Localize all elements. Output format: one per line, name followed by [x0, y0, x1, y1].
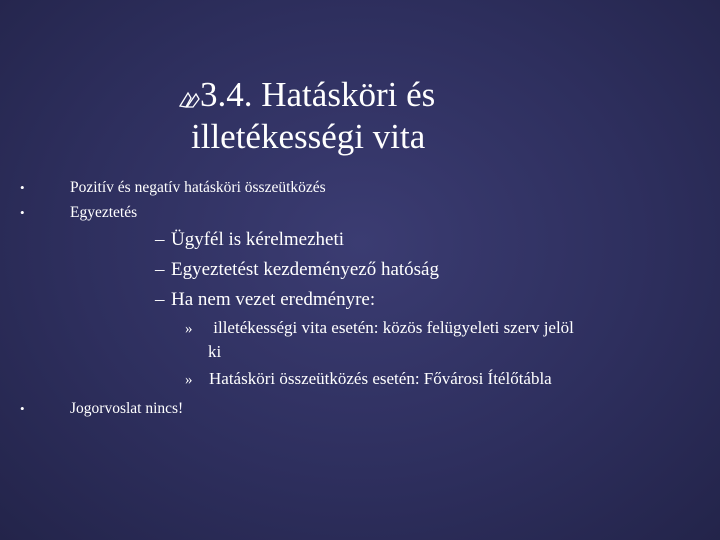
chevron-marker: »	[185, 321, 193, 337]
title-line-2: illetékességi vita	[191, 117, 426, 156]
sub-bullet-item	[155, 259, 439, 281]
bullet-marker: •	[20, 401, 25, 416]
slide-bullet-icon	[178, 90, 202, 110]
slide-title	[178, 74, 498, 158]
sub-bullet-text: Ha nem vezet eredményre:	[171, 289, 376, 310]
bullet-text: Jogorvoslat nincs!	[70, 400, 184, 417]
bullet-item	[20, 204, 137, 222]
sub-sub-bullet-item	[185, 369, 552, 389]
bullet-text: Egyeztetés	[70, 204, 138, 221]
chevron-marker: »	[185, 372, 193, 388]
bullet-marker: •	[20, 180, 25, 195]
sub-sub-bullet-text: Hatásköri összeütközés esetén: Fővárosi Ítélőtábla	[209, 369, 552, 388]
sub-sub-bullet-item	[185, 318, 574, 338]
dash-marker: –	[155, 289, 165, 310]
bullet-text: Pozitív és negatív hatásköri összeütközés	[70, 179, 326, 196]
sub-bullet-text: Egyeztetést kezdeményező hatóság	[171, 259, 439, 280]
dash-marker: –	[155, 259, 165, 280]
bullet-item	[20, 179, 326, 197]
bullet-item	[20, 400, 183, 418]
sub-bullet-item	[155, 229, 344, 251]
sub-bullet-item	[155, 289, 375, 311]
title-line-1: 3.4. Hatásköri és	[200, 75, 436, 114]
sub-sub-bullet-text: illetékességi vita esetén: közös felügyeleti szerv jelöl	[209, 318, 574, 337]
sub-bullet-text: Ügyfél is kérelmezheti	[171, 229, 345, 250]
sub-sub-bullet-continuation: ki	[208, 342, 222, 361]
bullet-marker: •	[20, 205, 25, 220]
dash-marker: –	[155, 229, 165, 250]
